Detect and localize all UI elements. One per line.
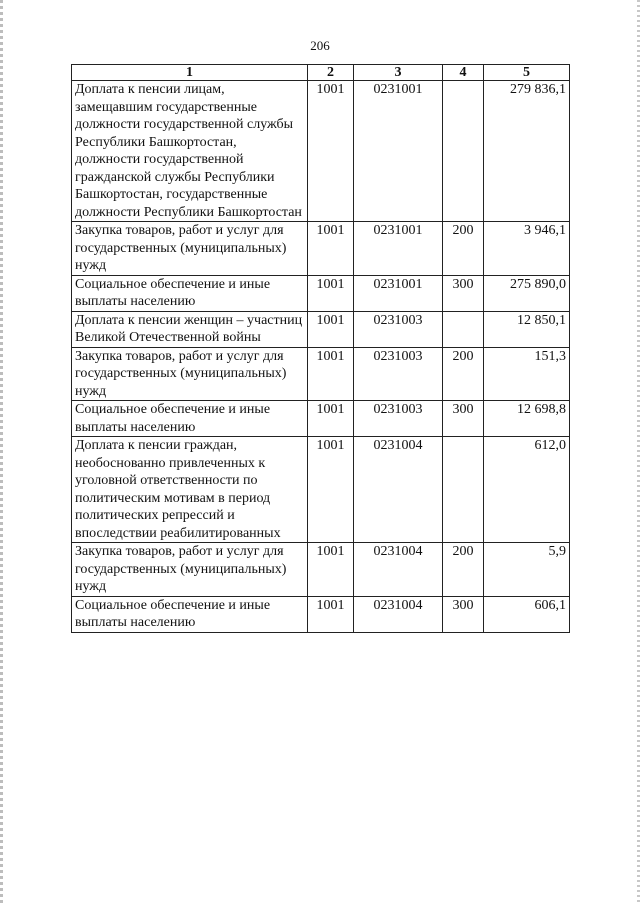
row-amount: 612,0 — [484, 437, 570, 543]
row-section: 1001 — [308, 596, 354, 632]
row-section: 1001 — [308, 401, 354, 437]
row-type: 300 — [443, 401, 484, 437]
row-amount: 279 836,1 — [484, 81, 570, 222]
row-name: Социальное обеспечение и иные выплаты населению — [72, 596, 308, 632]
column-header-code: 3 — [354, 65, 443, 81]
row-type — [443, 437, 484, 543]
row-amount: 151,3 — [484, 347, 570, 401]
row-type — [443, 311, 484, 347]
row-amount: 5,9 — [484, 543, 570, 597]
row-code: 0231001 — [354, 81, 443, 222]
row-amount: 275 890,0 — [484, 275, 570, 311]
row-name: Доплата к пенсии граждан, необоснованно привлеченных к уголовной ответственности по политическим мотивам в период политических репрессий и впоследствии реабилитированных — [72, 437, 308, 543]
row-type: 200 — [443, 543, 484, 597]
row-type: 300 — [443, 275, 484, 311]
row-name: Доплата к пенсии женщин – участниц Великой Отечественной войны — [72, 311, 308, 347]
scan-edge-left — [0, 0, 3, 905]
budget-table — [71, 64, 570, 633]
row-name: Закупка товаров, работ и услуг для государственных (муниципальных) нужд — [72, 543, 308, 597]
row-name: Социальное обеспечение и иные выплаты населению — [72, 275, 308, 311]
page-number: 206 — [310, 38, 330, 53]
row-name: Закупка товаров, работ и услуг для государственных (муниципальных) нужд — [72, 222, 308, 276]
column-header-amount: 5 — [484, 65, 570, 81]
table-row — [72, 347, 570, 401]
row-section: 1001 — [308, 81, 354, 222]
table-row — [72, 222, 570, 276]
row-section: 1001 — [308, 275, 354, 311]
row-type — [443, 81, 484, 222]
row-code: 0231003 — [354, 401, 443, 437]
table-row — [72, 401, 570, 437]
table-row — [72, 543, 570, 597]
row-amount: 3 946,1 — [484, 222, 570, 276]
row-amount: 606,1 — [484, 596, 570, 632]
column-header-type: 4 — [443, 65, 484, 81]
row-section: 1001 — [308, 311, 354, 347]
row-name: Доплата к пенсии лицам, замещавшим государственные должности государственной службы Республики Башкортостан, должности государственной гражданской службы Республики Башкортостан, государственные должности Республики Башкортостан — [72, 81, 308, 222]
table-row — [72, 81, 570, 222]
row-code: 0231001 — [354, 275, 443, 311]
column-header-section: 2 — [308, 65, 354, 81]
row-section: 1001 — [308, 543, 354, 597]
row-type: 200 — [443, 222, 484, 276]
row-code: 0231003 — [354, 311, 443, 347]
row-section: 1001 — [308, 222, 354, 276]
row-type: 300 — [443, 596, 484, 632]
table-row — [72, 596, 570, 632]
row-code: 0231004 — [354, 543, 443, 597]
row-code: 0231004 — [354, 596, 443, 632]
table-row — [72, 311, 570, 347]
row-type: 200 — [443, 347, 484, 401]
row-amount: 12 850,1 — [484, 311, 570, 347]
row-section: 1001 — [308, 347, 354, 401]
row-name: Социальное обеспечение и иные выплаты населению — [72, 401, 308, 437]
table-row — [72, 275, 570, 311]
row-code: 0231003 — [354, 347, 443, 401]
column-header-name: 1 — [72, 65, 308, 81]
row-amount: 12 698,8 — [484, 401, 570, 437]
row-code: 0231001 — [354, 222, 443, 276]
row-section: 1001 — [308, 437, 354, 543]
table-row — [72, 437, 570, 543]
row-code: 0231004 — [354, 437, 443, 543]
table-header-row — [72, 65, 570, 81]
row-name: Закупка товаров, работ и услуг для государственных (муниципальных) нужд — [72, 347, 308, 401]
